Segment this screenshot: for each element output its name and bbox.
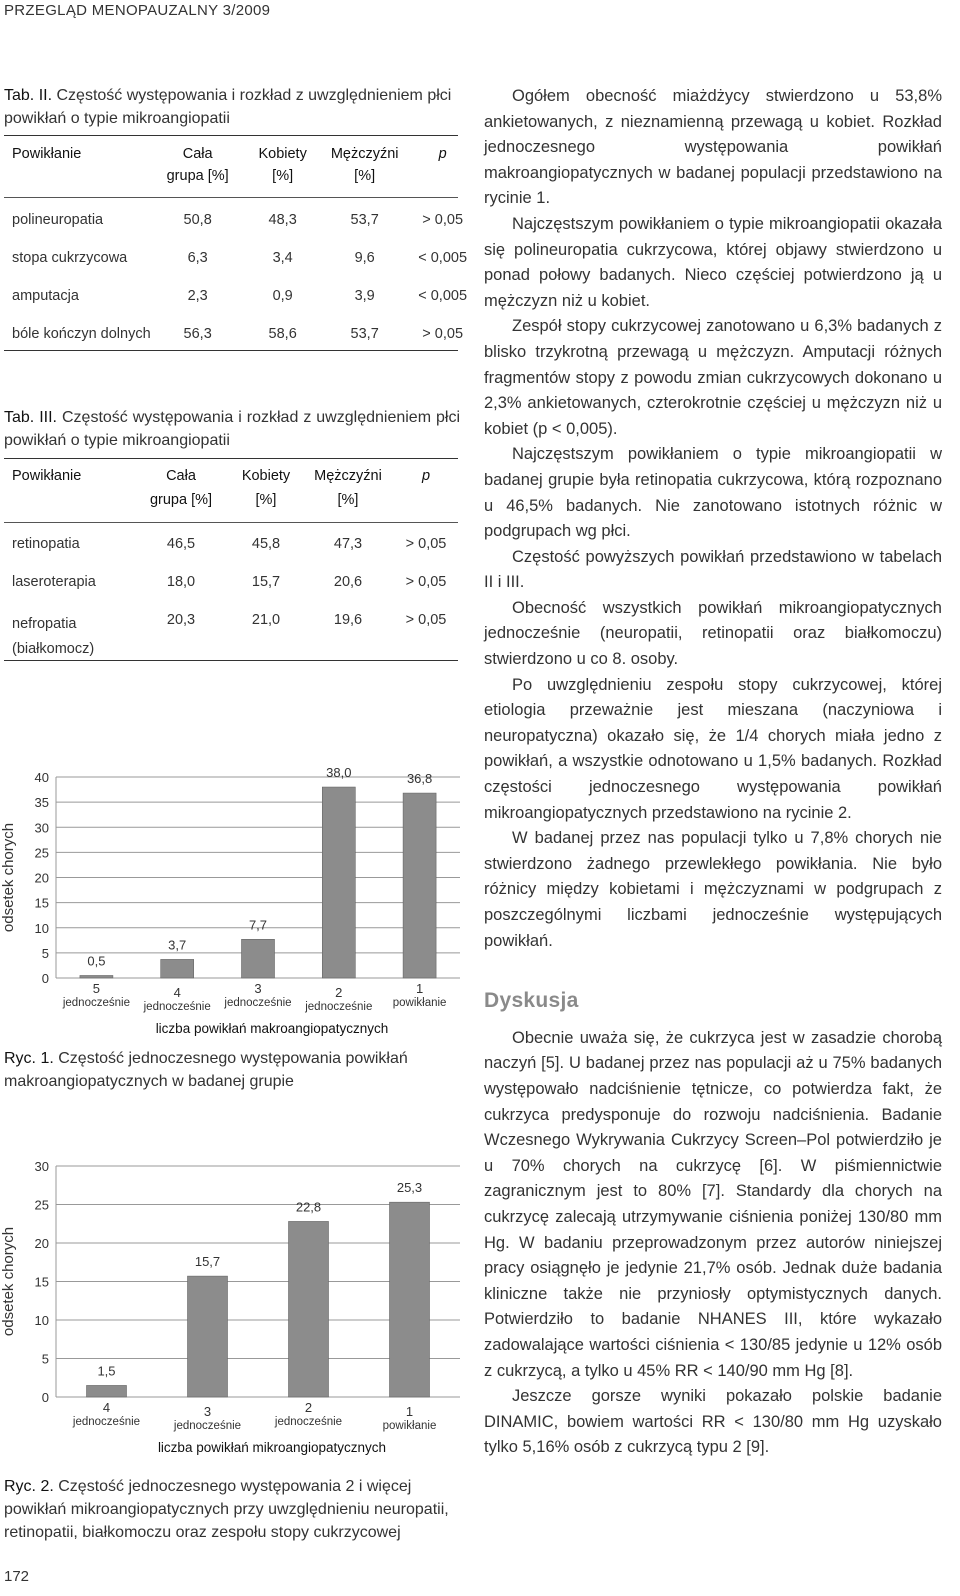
table2-cell-men: 3,9: [354, 288, 375, 304]
table2-cell-p: < 0,005: [418, 250, 468, 266]
y-tick-label: 15: [34, 895, 49, 911]
y-tick-label: 10: [34, 1313, 49, 1328]
table3-header-row-2: [12, 492, 460, 524]
table2-header-women-1: Kobiety: [258, 146, 307, 162]
table2-cell-all: 6,3: [187, 250, 208, 266]
table3-cell-name-line2: (białkomocz): [12, 641, 95, 657]
table3-cell-name: retinopatia: [12, 536, 80, 552]
table2-cell-p: > 0,05: [422, 326, 464, 342]
bar: [289, 1221, 329, 1397]
table2-header-men-2: [%]: [354, 168, 376, 184]
table3-cell-men: 20,6: [333, 574, 363, 590]
bar: [403, 793, 436, 978]
table2-cell-name: polineuropatia: [12, 212, 104, 228]
table2-cell-women: 0,9: [272, 288, 293, 304]
table2-cell-women: 58,6: [268, 326, 297, 342]
table2-cell-all: 56,3: [183, 326, 212, 342]
table3-header-row: [12, 468, 460, 492]
table2-header-row: [12, 146, 477, 168]
x-tick-label: 3: [203, 1404, 212, 1419]
table2-bottom-rule: [4, 350, 458, 351]
table3-bottom-rule: [4, 660, 458, 661]
table3-cell-women: 15,7: [251, 574, 281, 590]
body-paragraph: Najczęstszym powikłaniem o typie mikroangiopatii w badanej grupie była retinopatia cukrzycowa, którą rozpoznano u 46,5% badanych. Nie zanotowano istotnych różnic w podgrupach wg płci.: [484, 445, 942, 541]
table2-header-all-2: grupa [%]: [166, 168, 229, 184]
x-tick-label-sub: jednocześnie: [274, 1416, 343, 1428]
section-heading-discussion: Dyskusja: [484, 989, 579, 1013]
table-row: [12, 288, 477, 326]
data-label: 25,3: [396, 1180, 423, 1196]
bar: [242, 939, 275, 978]
data-label: 7,7: [248, 917, 268, 933]
table2-cell-p: < 0,005: [418, 288, 468, 304]
y-tick-label: 10: [34, 920, 49, 936]
discussion-paragraph: Obecnie uważa się, że cukrzyca jest w zasadzie chorobą naczyń [5]. U badanej przez nas populacji aż u 75% badanych występowało nadciśnienie tętnicze, co potwierdza fakt, że cukrzyca predysponuje do rozwoju nadciśnienia. Badanie Wczesnego Wykrywania Cukrzycy Screen–Pol potwierdziło je u 70% chorych na cukrzycę [6]. W piśmiennictwie zagranicznym jest to 80% [7]. Standardy dla chorych na cukrzycę zalecają utrzymywanie ciśnienia poniżej 130/80 mm Hg. W badaniu przeprowadzonym przez autorów niniejszej pracy osiągnęło je jedynie 21,7% osób. Jednak duże badania kliniczne także nie przyniosły optymistycznych danych. Potwierdziło to badanie NHANES III, które wykazało zadowalające wartości ciśnienia < 130/85 jedynie u 12% osób z cukrzycą, a tylko u 45% RR < 140/90 mm Hg [8].: [484, 1028, 942, 1380]
table2: [12, 146, 477, 356]
table2-cell-name: stopa cukrzycowa: [12, 250, 128, 266]
table3-cell-all: 18,0: [166, 574, 196, 590]
table2-cell-women: 48,3: [268, 212, 297, 228]
table3-header-men-2: [%]: [337, 492, 359, 508]
table-row: [12, 198, 477, 250]
y-axis-title: odsetek chorych: [0, 822, 17, 933]
table2-cell-men: 53,7: [350, 212, 379, 228]
table3-header-p: p: [421, 468, 431, 484]
figure1-caption: [4, 1047, 460, 1093]
bar: [80, 975, 113, 978]
table3: [12, 468, 460, 662]
table3-header-complication: Powikłanie: [12, 468, 82, 484]
table3-cell-p: > 0,05: [405, 574, 447, 590]
y-tick-label: 20: [34, 870, 49, 886]
x-tick-label: 1: [415, 981, 424, 996]
table3-header-rule: [4, 522, 458, 523]
x-tick-label: 2: [304, 1400, 313, 1415]
table3-header-women-1: Kobiety: [241, 468, 291, 484]
table2-cell-p: > 0,05: [422, 212, 464, 228]
x-axis-title: liczba powikłań mikroangiopatycznych: [157, 1440, 387, 1455]
table3-header-all-1: Cała: [166, 468, 196, 484]
table2-cell-all: 2,3: [187, 288, 208, 304]
table-row: [12, 326, 477, 356]
table3-cell-men: 19,6: [333, 612, 363, 628]
figure2-caption-text: Częstość jednoczesnego występowania 2 i więcej powikłań mikroangiopatycznych przy uwzględnieniu neuropatii, retinopatii, białkomoczu oraz zespołu stopy cukrzycowej: [4, 1478, 449, 1541]
table-row: [12, 612, 460, 662]
table2-cell-men: 9,6: [354, 250, 375, 266]
table3-cell-name-line1: nefropatia: [12, 616, 77, 632]
running-header: PRZEGLĄD MENOPAUZALNY 3/2009: [4, 2, 271, 19]
x-axis-title: liczba powikłań makroangiopatycznych: [155, 1021, 389, 1036]
x-tick-label: 5: [92, 981, 101, 996]
body-paragraph: Ogółem obecność miażdżycy stwierdzono u 53,8% ankietowanych, z nieznamienną przewagą u kobiet. Rozkład jednoczesnego występowania powikłań makroangiopatycznych w badanej populacji przedstawiono na rycinie 1.: [484, 87, 942, 208]
y-tick-label: 20: [34, 1236, 49, 1251]
x-tick-label: 2: [335, 985, 343, 1000]
bar: [322, 787, 355, 978]
table2-cell-name: amputacja: [12, 288, 79, 304]
x-tick-label: 1: [405, 1404, 414, 1419]
figure2-caption: [4, 1475, 460, 1544]
x-tick-label-sub: jednocześnie: [143, 1001, 211, 1013]
y-tick-label: 25: [34, 845, 49, 861]
y-tick-label: 40: [34, 770, 49, 785]
x-tick-label-sub: powikłanie: [382, 1420, 437, 1432]
data-label: 3,7: [168, 937, 187, 953]
table3-cell-men: 47,3: [333, 536, 363, 552]
table3-caption-text: Częstość występowania i rozkład z uwzględnieniem płci powikłań o typie mikroangiopatii: [4, 409, 461, 449]
body-paragraph: Częstość powyższych powikłań przedstawiono w tabelach II i III.: [484, 547, 942, 592]
table3-cell-p: > 0,05: [405, 536, 447, 552]
y-tick-label: 30: [34, 1159, 49, 1174]
x-tick-label-sub: jednocześnie: [305, 1001, 373, 1013]
table2-caption-text: Częstość występowania i rozkład z uwzględnieniem płci powikłań o typie mikroangiopatii: [4, 87, 452, 127]
x-tick-label: 3: [254, 981, 262, 996]
table2-header-men-1: Mężczyźni: [330, 146, 399, 162]
table2-cell-name: bóle kończyn dolnych: [12, 326, 151, 342]
table2-cell-women: 3,4: [272, 250, 293, 266]
table3-cell-all: 20,3: [166, 612, 196, 628]
table2-caption-label: Tab. II.: [4, 87, 53, 104]
x-tick-label-sub: jednocześnie: [72, 1416, 141, 1428]
table2-top-rule: [4, 135, 458, 136]
body-paragraph: Najczęstszym powikłaniem o typie mikroangiopatii okazała się polineuropatia cukrzycowa, której objawy stwierdzono u ponad połowy badanych. Nieco częściej potwierdzono ją u mężczyzn niż u kobiet.: [484, 214, 942, 310]
bar: [390, 1202, 430, 1397]
table3-header-all-2: grupa [%]: [149, 492, 213, 508]
x-tick-label-sub: powikłanie: [392, 997, 447, 1009]
table3-caption: [4, 406, 460, 452]
figure1-caption-label: Ryc. 1.: [4, 1050, 54, 1067]
discussion-paragraph: Jeszcze gorsze wyniki pokazało polskie badanie DINAMIC, bowiem wartości RR < 130/80 mm Hg uzyskało tylko 5,16% osób z cukrzycą typu 2 [9].: [484, 1387, 942, 1457]
page-number: 172: [4, 1568, 30, 1585]
table2-header-all-1: Cała: [182, 146, 213, 162]
data-label: 38,0: [326, 765, 352, 781]
y-tick-label: 15: [34, 1274, 49, 1290]
body-paragraph: Po uwzględnieniu zespołu stopy cukrzycowej, której etiologia przeważnie jest mieszana (naczyniowa i neuropatyczna) okazało się, że 1/4 chorych miała jedno z powikłań, a wszystkie odnotowano u 1,5% badanych. Rozkład częstości jednoczesnego występowania powikłań mikroangiopatycznych przedstawiono na rycinie 2.: [484, 675, 942, 822]
table2-cell-all: 50,8: [183, 212, 212, 228]
table3-cell-women: 21,0: [251, 612, 281, 628]
data-label: 36,8: [406, 771, 433, 787]
data-label: 22,8: [295, 1199, 322, 1215]
y-tick-label: 0: [41, 971, 49, 986]
figure1-caption-text: Częstość jednoczesnego występowania powikłań makroangiopatycznych w badanej grupie: [4, 1050, 408, 1090]
table-row: [12, 524, 460, 574]
data-label: 1,5: [97, 1363, 116, 1379]
table3-cell-all: 46,5: [166, 536, 196, 552]
y-tick-label: 0: [41, 1390, 49, 1405]
x-tick-label: 4: [173, 985, 181, 1000]
body-paragraph: Obecność wszystkich powikłań mikroangiopatycznych jednocześnie (neuropatii, retinopatii oraz białkomoczu) stwierdzono u co 8. osoby.: [484, 598, 942, 669]
table2-caption: [4, 84, 460, 130]
table3-cell-p: > 0,05: [405, 612, 447, 628]
body-paragraph: W badanej przez nas populacji tylko u 7,8% chorych nie stwierdzono żadnego przewlekłego powikłania. Nie było różnicy między kobietami i mężczyznami w podgrupach z poszczególnymi liczbami jednocześnie występujących powikłań.: [484, 829, 942, 950]
table3-cell-women: 45,8: [251, 536, 281, 552]
x-tick-label-sub: jednocześnie: [224, 997, 292, 1009]
bar: [188, 1276, 228, 1397]
figure2-chart: [0, 1130, 470, 1460]
y-tick-label: 30: [34, 820, 49, 836]
table-row: [12, 250, 477, 288]
table-row: [12, 574, 460, 612]
x-tick-label-sub: jednocześnie: [62, 997, 130, 1009]
y-tick-label: 5: [41, 945, 49, 961]
table3-top-rule: [4, 458, 458, 459]
table3-header-women-2: [%]: [255, 492, 277, 508]
table2-header-rule: [4, 197, 458, 198]
table3-caption-label: Tab. III.: [4, 409, 57, 426]
x-tick-label: 4: [102, 1400, 111, 1415]
table2-cell-men: 53,7: [350, 326, 379, 342]
bar: [161, 959, 194, 978]
body-paragraph: Zespół stopy cukrzycowej zanotowano u 6,3% badanych z blisko trzykrotną przewagą u mężczyzn. Amputacji różnych fragmentów stopy z powodu zmian cukrzycowych dokonano u 2,3% ankietowanych, czterokrotnie częściej u mężczyzn niż u kobiet (p < 0,005).: [484, 317, 942, 438]
x-tick-label-sub: jednocześnie: [173, 1420, 242, 1432]
data-label: 15,7: [194, 1254, 221, 1270]
body-text-column: [484, 84, 942, 1461]
table2-header-row-2: [12, 168, 477, 198]
bar: [87, 1385, 127, 1397]
table3-cell-name: [12, 612, 134, 662]
y-tick-label: 35: [34, 795, 49, 811]
figure2-caption-label: Ryc. 2.: [4, 1478, 54, 1495]
table2-header-women-2: [%]: [272, 168, 294, 184]
table3-cell-name: laseroterapia: [12, 574, 96, 590]
data-label: 0,5: [87, 953, 106, 969]
y-axis-title: odsetek chorych: [0, 1226, 17, 1337]
figure1-chart: [0, 720, 470, 1050]
table2-header-complication: Powikłanie: [12, 146, 82, 162]
table2-header-p: p: [438, 146, 447, 162]
y-tick-label: 5: [41, 1351, 49, 1367]
y-tick-label: 25: [34, 1197, 49, 1213]
table3-header-men-1: Mężczyźni: [314, 468, 382, 484]
